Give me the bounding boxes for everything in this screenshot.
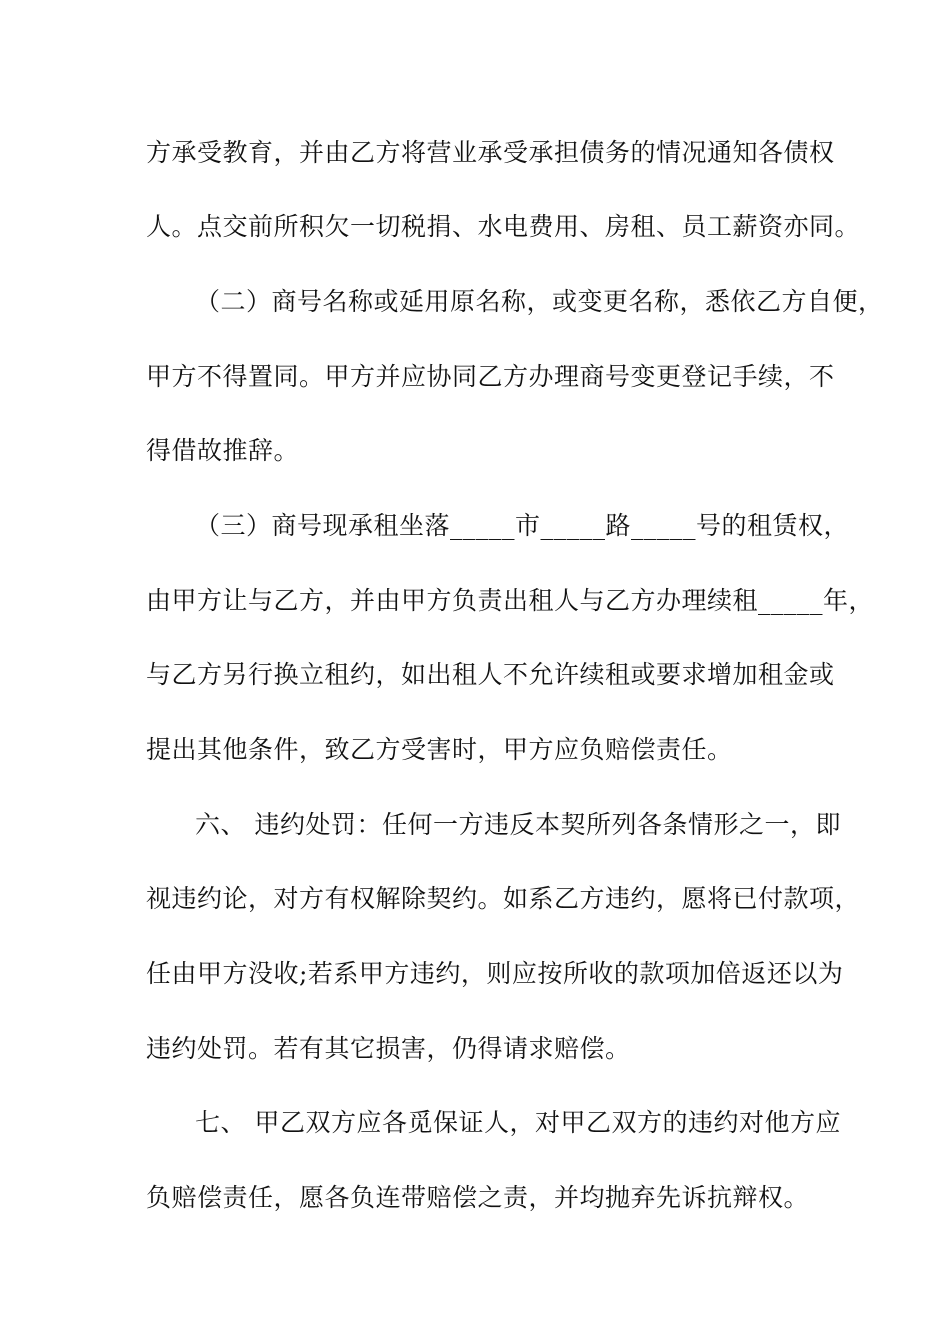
paragraph-line: 与乙方另行换立租约，如出租人不允许续租或要求增加租金或 <box>146 660 835 689</box>
section-heading-line: （三）商号现承租坐落_____市_____路_____号的租赁权， <box>195 511 850 540</box>
section-heading-line: 七、 甲乙双方应各觅保证人，对甲乙双方的违约对他方应 <box>195 1108 841 1137</box>
paragraph-line: 方承受教育，并由乙方将营业承受承担债务的情况通知各债权 <box>146 138 835 167</box>
paragraph-line: 任由甲方没收;若系甲方违约，则应按所收的款项加倍返还以为 <box>146 959 844 988</box>
paragraph-line: 得借故推辞。 <box>146 436 300 465</box>
paragraph-line: 提出其他条件，致乙方受害时，甲方应负赔偿责任。 <box>146 735 733 764</box>
paragraph-line: 人。点交前所积欠一切税捐、水电费用、房租、员工薪资亦同。 <box>146 212 861 241</box>
paragraph-line: 负赔偿责任，愿各负连带赔偿之责，并均抛弃先诉抗辩权。 <box>146 1183 810 1212</box>
paragraph-line: 由甲方让与乙方，并由甲方负责出租人与乙方办理续租_____年， <box>146 586 875 615</box>
paragraph-line: 视违约论，对方有权解除契约。如系乙方违约，愿将已付款项， <box>146 884 861 913</box>
paragraph-line: 甲方不得置同。甲方并应协同乙方办理商号变更登记手续，不 <box>146 362 835 391</box>
paragraph-line: 违约处罚。若有其它损害，仍得请求赔偿。 <box>146 1034 631 1063</box>
section-heading-line: （二）商号名称或延用原名称，或变更名称，悉依乙方自便， <box>195 287 884 316</box>
section-heading-line: 六、 违约处罚：任何一方违反本契所列各条情形之一，即 <box>195 810 841 839</box>
